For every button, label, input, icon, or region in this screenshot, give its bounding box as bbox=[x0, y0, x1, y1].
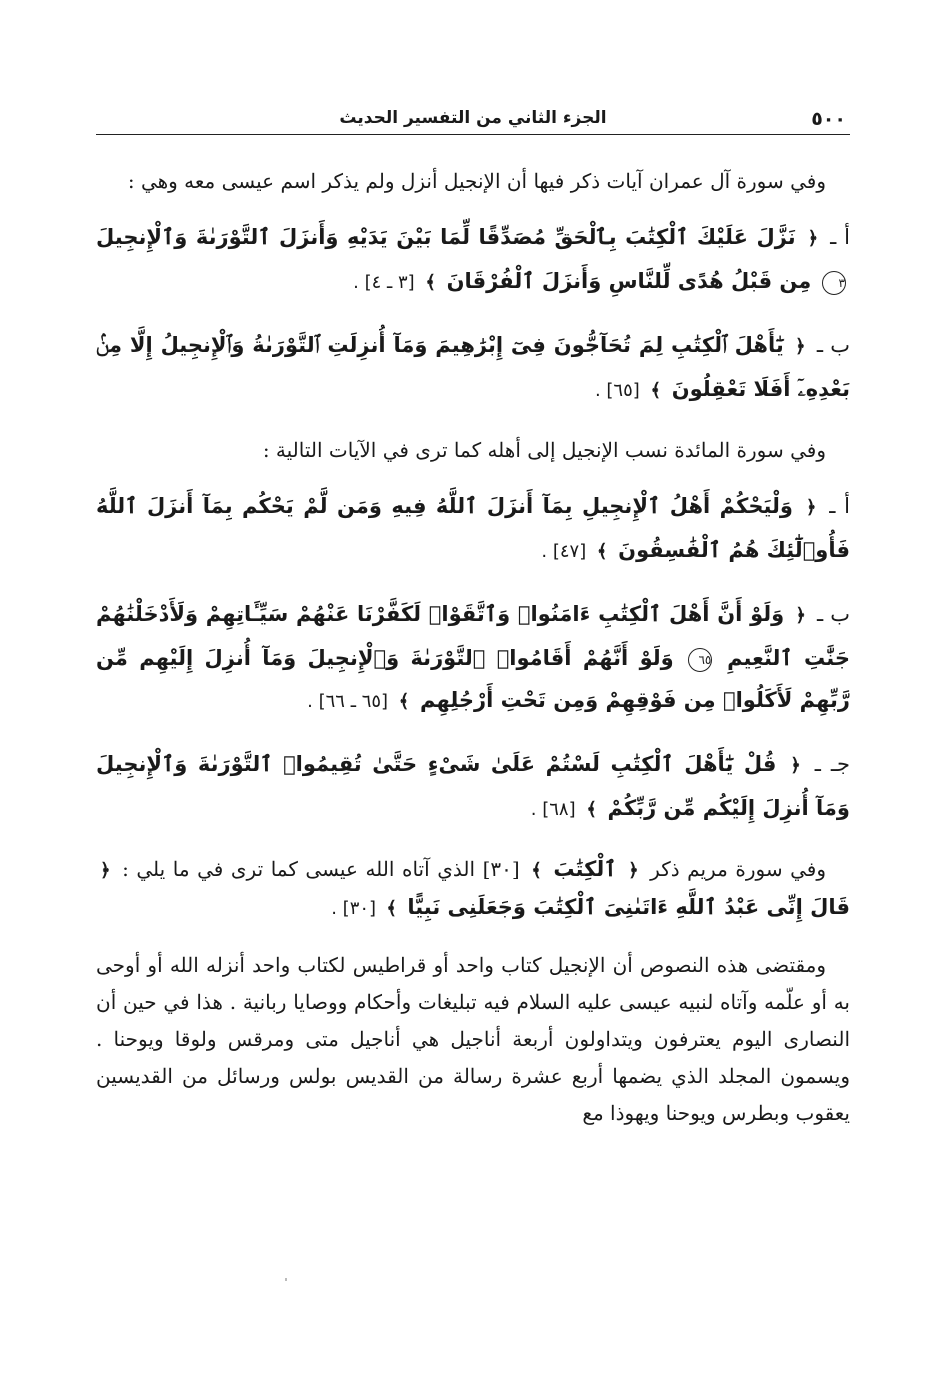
quran-close-bracket: ﴾ bbox=[596, 541, 608, 562]
verse-reference: [٤٧] . bbox=[541, 541, 587, 562]
quran-close-bracket: ﴾ bbox=[650, 380, 662, 401]
quran-close-bracket: ﴾ bbox=[398, 691, 410, 712]
quran-text: قَالَ إِنِّى عَبْدُ ٱللَّهِ ءَاتَىٰنِىَ ٱلْكِتَٰبَ وَجَعَلَنِى نَبِيًّا bbox=[407, 895, 850, 919]
quran-text: ٱلْكِتَٰبَ bbox=[553, 857, 617, 881]
quran-text: يَٰٓأَهْلَ ٱلْكِتَٰبِ لِمَ تُحَآجُّونَ فِىٓ إِبْرَٰهِيمَ وَمَآ أُنزِلَتِ ٱلتَّوْرَىٰةُ وَٱلْإِنجِيلُ إِلَّا مِنۢ بَعْدِهِۦٓ أَفَلَا تَعْقِلُونَ bbox=[96, 333, 850, 401]
quran-open-bracket: ﴿ bbox=[795, 336, 806, 357]
scan-speck bbox=[285, 1278, 287, 1281]
quran-open-bracket: ﴿ bbox=[790, 755, 801, 776]
paragraph-conclusion bbox=[96, 947, 850, 1132]
verse-al-maida-a bbox=[96, 485, 850, 573]
quran-open-bracket: ﴿ bbox=[795, 605, 806, 626]
verse-al-imran-b bbox=[96, 324, 850, 412]
quran-close-bracket: ﴾ bbox=[386, 898, 397, 919]
quran-text: نَزَّلَ عَلَيْكَ ٱلْكِتَٰبَ بِٱلْحَقِّ مُصَدِّقًا لِّمَا بَيْنَ يَدَيْهِ وَأَنزَلَ ٱلتَّوْرَىٰةَ وَٱلْإِنجِيلَ bbox=[96, 225, 796, 249]
page-number: ٥٠٠ bbox=[811, 108, 846, 130]
verse-al-maida-b bbox=[96, 593, 850, 723]
quran-text: وَلَوْ أَنَّهُمْ أَقَامُوا۟ ٱلتَّوْرَىٰةَ وَٱلْإِنجِيلَ وَمَآ أُنزِلَ إِلَيْهِم مِّن رَّبِّهِمْ لَأَكَلُوا۟ مِن فَوْقِهِمْ وَمِن تَحْتِ أَرْجُلِهِم bbox=[96, 646, 850, 712]
ayah-number-mark: ٣ bbox=[822, 271, 846, 295]
paragraph-text: وفي سورة آل عمران آيات ذكر فيها أن الإنجيل أنزل ولم يذكر اسم عيسى معه وهي : bbox=[127, 169, 826, 193]
paragraph-text: وفي سورة مريم ذكر bbox=[650, 857, 827, 881]
quran-close-bracket: ﴾ bbox=[531, 860, 542, 881]
item-marker: ب ـ bbox=[816, 602, 850, 626]
quran-text: مِن قَبْلُ هُدًى لِّلنَّاسِ وَأَنزَلَ ٱلْفُرْقَانَ bbox=[446, 269, 812, 293]
verse-reference: [٦٥] . bbox=[594, 380, 640, 401]
verse-al-imran-a bbox=[96, 216, 850, 304]
verse-reference: [٣٠] . bbox=[331, 898, 377, 919]
item-marker: جـ ـ bbox=[814, 752, 850, 776]
quran-close-bracket: ﴾ bbox=[586, 799, 597, 820]
paragraph-text: [٣٠] الذي آتاه الله عيسى كما ترى في ما يلي : bbox=[122, 857, 520, 881]
item-marker: أ ـ bbox=[830, 225, 850, 249]
quran-open-bracket: ﴿ bbox=[100, 860, 111, 881]
paragraph-text: ومقتضى هذه النصوص أن الإنجيل كتاب واحد أو قراطيس لكتاب واحد أنزله الله أو أوحى به أو علّمه وآتاه لنبيه عيسى عليه السلام فيه تبليغات وأحكام ووصايا ربانية . هذا في حين أن النصارى اليوم يعترفون ويتداولون أربعة أناجيل هي أناجيل متى ومرقس ولوقا ويوحنا . ويسمون المجلد الذي يضمها أربع عشرة رسالة من القديس بولس ورسائل من القديسين يعقوب وبطرس ويوحنا ويهوذا مع bbox=[96, 953, 850, 1125]
verse-al-maida-c bbox=[96, 743, 850, 831]
paragraph-text: وفي سورة المائدة نسب الإنجيل إلى أهله كما ترى في الآيات التالية : bbox=[262, 438, 826, 462]
quran-text: قُلْ يَٰٓأَهْلَ ٱلْكِتَٰبِ لَسْتُمْ عَلَىٰ شَىْءٍ حَتَّىٰ تُقِيمُوا۟ ٱلتَّوْرَىٰةَ وَٱلْإِنجِيلَ وَمَآ أُنزِلَ إِلَيْكُم مِّن رَّبِّكُمْ bbox=[96, 752, 850, 820]
item-marker: أ ـ bbox=[829, 494, 850, 518]
quran-open-bracket: ﴿ bbox=[628, 860, 639, 881]
item-marker: ب ـ bbox=[816, 333, 850, 357]
quran-text: وَلَوْ أَنَّ أَهْلَ ٱلْكِتَٰبِ ءَامَنُوا۟ وَٱتَّقَوْا۟ لَكَفَّرْنَا عَنْهُمْ سَيِّـَٔاتِهِمْ وَلَأَدْخَلْنَٰهُمْ جَنَّٰتِ ٱلنَّعِيمِ bbox=[96, 602, 850, 670]
quran-open-bracket: ﴿ bbox=[807, 228, 819, 249]
page-header bbox=[96, 104, 850, 135]
ayah-number-mark: ٦٥ bbox=[688, 648, 712, 672]
quran-open-bracket: ﴿ bbox=[805, 497, 817, 518]
verse-reference: [٦٥ ـ ٦٦] . bbox=[307, 691, 389, 712]
running-title: الجزء الثاني من التفسير الحديث bbox=[339, 108, 607, 128]
book-page bbox=[96, 104, 850, 1377]
page-body bbox=[96, 163, 850, 1132]
quran-text: وَلْيَحْكُمْ أَهْلُ ٱلْإِنجِيلِ بِمَآ أَنزَلَ ٱللَّهُ فِيهِ وَمَن لَّمْ يَحْكُم بِمَآ أَنزَلَ ٱللَّهُ فَأُو۟لَٰٓئِكَ هُمُ ٱلْفَٰسِقُونَ bbox=[96, 494, 850, 562]
quran-close-bracket: ﴾ bbox=[425, 272, 436, 293]
verse-reference: [٣ ـ ٤] . bbox=[353, 272, 415, 293]
paragraph-al-imran-intro bbox=[96, 163, 850, 200]
paragraph-al-maida-intro bbox=[96, 432, 850, 469]
paragraph-maryam bbox=[96, 851, 850, 927]
verse-reference: [٦٨] . bbox=[530, 799, 576, 820]
